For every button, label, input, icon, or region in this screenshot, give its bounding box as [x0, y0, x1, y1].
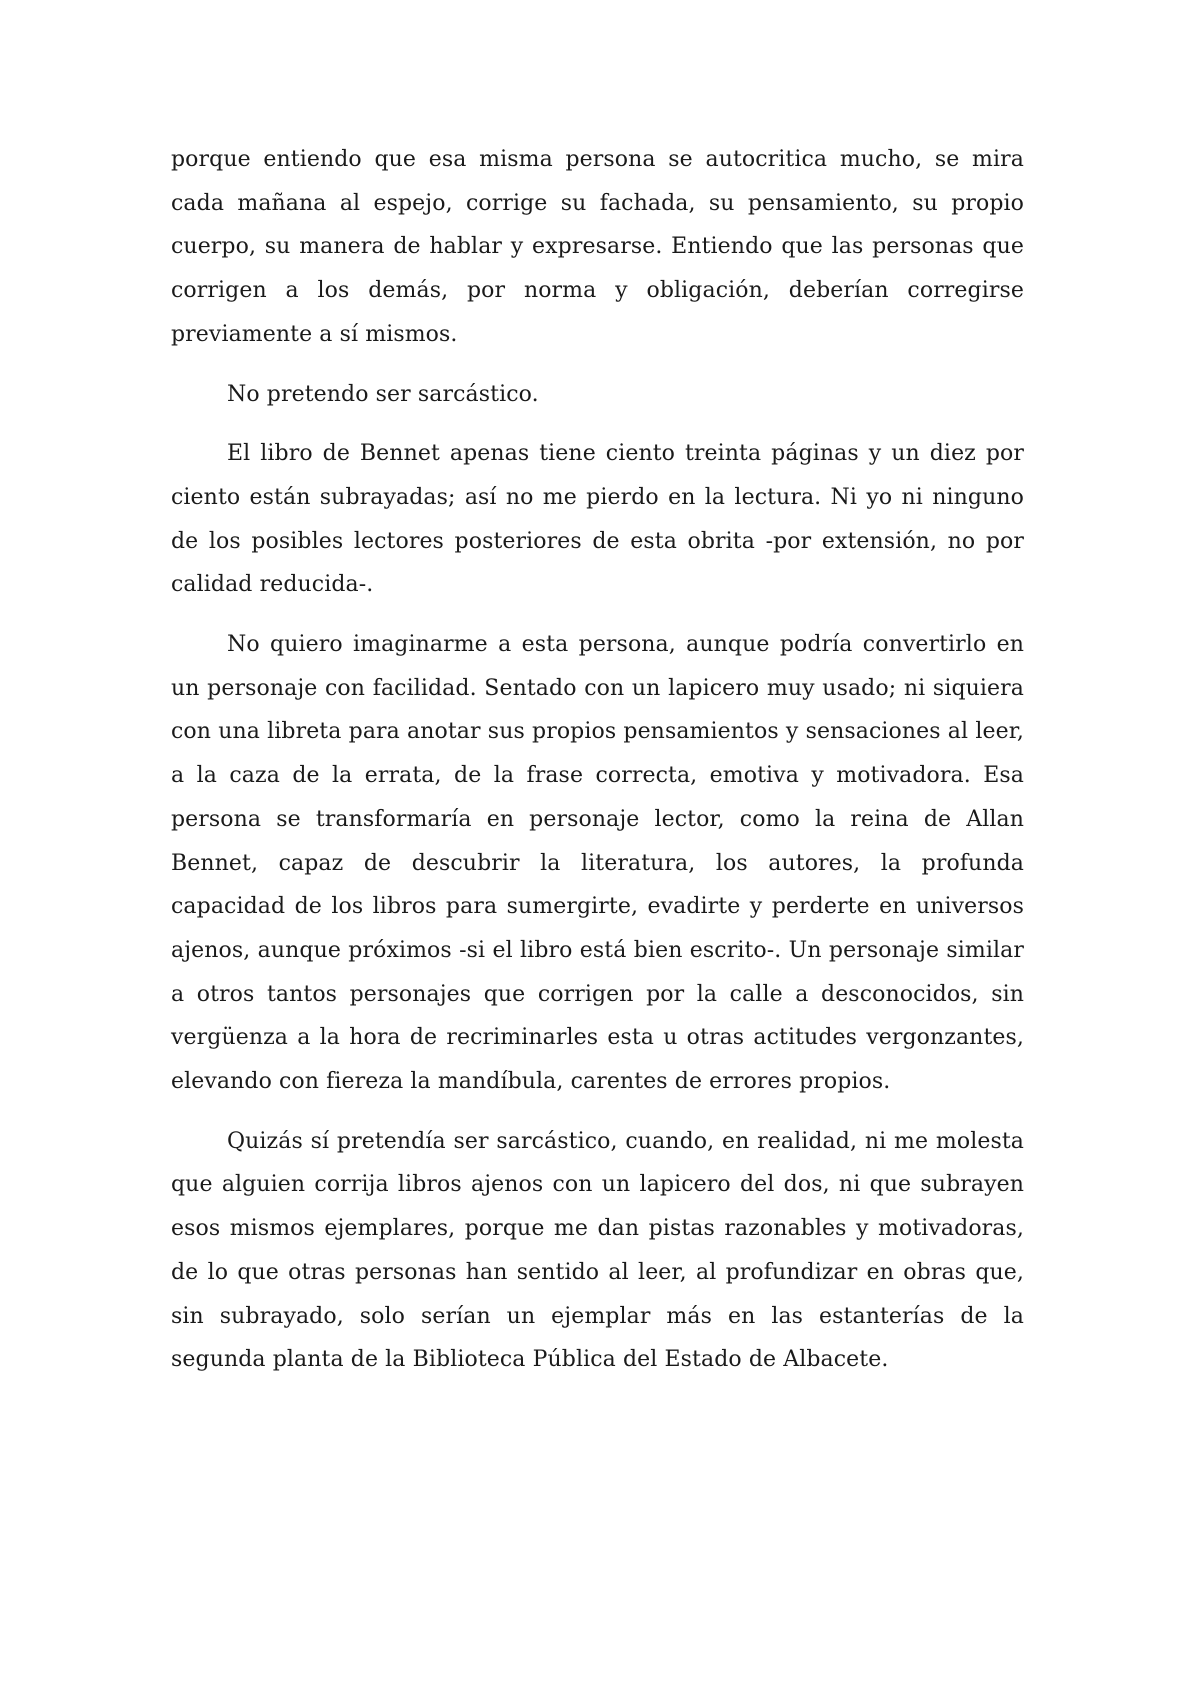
- paragraph-bennet-book: El libro de Bennet apenas tiene ciento treinta páginas y un diez por ciento están subrayadas; así no me pierdo en la lectura. Ni yo ni ninguno de los posibles lectores posteriores de esta obrita -por extensión, no por calidad reducida-.: [171, 441, 1024, 598]
- body-text: [171, 138, 1024, 1398]
- paragraph-conclusion: Quizás sí pretendía ser sarcástico, cuando, en realidad, ni me molesta que alguien corrija libros ajenos con un lapicero del dos, ni que subrayen esos mismos ejemplares, porque me dan pistas razonables y motivadoras, de lo que otras personas han sentido al leer, al profundizar en obras que, sin subrayado, solo serían un ejemplar más en las estanterías de la segunda planta de la Biblioteca Pública del Estado de Albacete.: [171, 1128, 1024, 1373]
- paragraph-imagined-person: No quiero imaginarme a esta persona, aunque podría convertirlo en un personaje con facilidad. Sentado con un lapicero muy usado; ni siquiera con una libreta para anotar sus propios pensamientos y sensaciones al leer, a la caza de la errata, de la frase correcta, emotiva y motivadora. Esa persona se transformaría en personaje lector, como la reina de Allan Bennet, capaz de descubrir la literatura, los autores, la profunda capacidad de los libros para sumergirte, evadirte y perderte en universos ajenos, aunque próximos -si el libro está bien escrito-. Un personaje similar a otros tantos personajes que corrigen por la calle a desconocidos, sin vergüenza a la hora de recriminarles esta u otras actitudes vergonzantes, elevando con fiereza la mandíbula, carentes de errores propios.: [171, 632, 1024, 1095]
- paragraph-sarcasm-statement: No pretendo ser sarcástico.: [227, 381, 539, 407]
- paragraph-continuation: porque entiendo que esa misma persona se autocritica mucho, se mira cada mañana al espejo, corrige su fachada, su pensamiento, su propio cuerpo, su manera de hablar y expresarse. Entiendo que las personas que corrigen a los demás, por norma y obligación, deberían corregirse previamente a sí mismos.: [171, 147, 1024, 347]
